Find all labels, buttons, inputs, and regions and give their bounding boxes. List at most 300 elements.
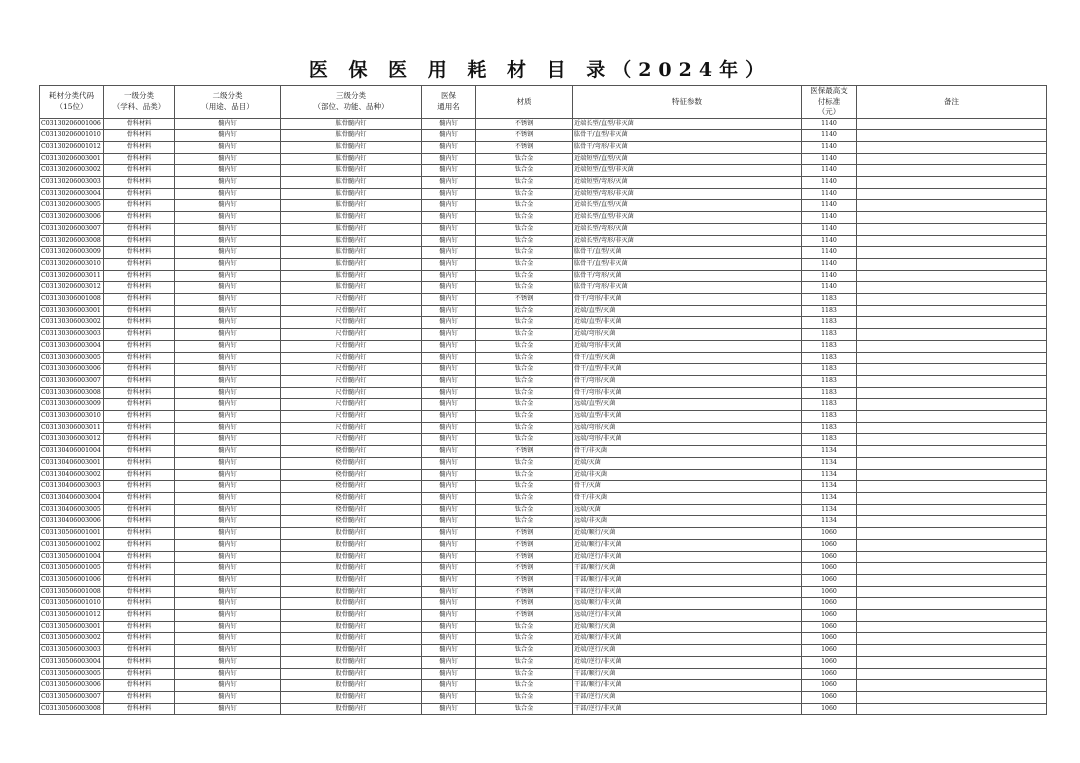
cell-level2: 髓内钉: [175, 247, 281, 259]
cell-level1: 骨科材料: [104, 621, 175, 633]
cell-level1: 骨科材料: [104, 422, 175, 434]
table-row: [40, 539, 1047, 551]
cell-code: C03130306003009: [40, 399, 104, 411]
cell-level1: 骨科材料: [104, 481, 175, 493]
table-row: [40, 153, 1047, 165]
cell-level3: 尺骨髓内钉: [281, 364, 422, 376]
cell-code: C03130206003002: [40, 165, 104, 177]
table-row: [40, 656, 1047, 668]
cell-features: 近端长型/直型/非灭菌: [573, 212, 802, 224]
cell-material: 不锈钢: [476, 446, 573, 458]
cell-level3: 尺骨髓内钉: [281, 375, 422, 387]
cell-level3: 肱骨髓内钉: [281, 258, 422, 270]
cell-code: C03130206003003: [40, 177, 104, 189]
cell-level1: 骨科材料: [104, 375, 175, 387]
cell-level2: 髓内钉: [175, 387, 281, 399]
cell-code: C03130406001004: [40, 446, 104, 458]
cell-max-price: 1060: [802, 645, 857, 657]
cell-max-price: 1140: [802, 177, 857, 189]
cell-level2: 髓内钉: [175, 504, 281, 516]
cell-level2: 髓内钉: [175, 141, 281, 153]
cell-remarks: [857, 130, 1047, 142]
cell-code: C03130306003012: [40, 434, 104, 446]
cell-level3: 股骨髓内钉: [281, 598, 422, 610]
cell-level2: 髓内钉: [175, 422, 281, 434]
cell-code: C03130506001004: [40, 551, 104, 563]
cell-material: 钛合金: [476, 691, 573, 703]
cell-remarks: [857, 691, 1047, 703]
cell-level3: 肱骨髓内钉: [281, 141, 422, 153]
cell-features: 近端/弯形/非灭菌: [573, 340, 802, 352]
cell-level1: 骨科材料: [104, 305, 175, 317]
cell-level2: 髓内钉: [175, 118, 281, 130]
cell-level2: 髓内钉: [175, 598, 281, 610]
table-row: [40, 118, 1047, 130]
cell-max-price: 1140: [802, 188, 857, 200]
cell-code: C03130206003011: [40, 270, 104, 282]
cell-features: 肱骨干/弯形/非灭菌: [573, 282, 802, 294]
cell-code: C03130506001005: [40, 563, 104, 575]
cell-common-name: 髓内钉: [422, 141, 476, 153]
table-row: [40, 130, 1047, 142]
cell-code: C03130306003010: [40, 411, 104, 423]
cell-max-price: 1183: [802, 305, 857, 317]
cell-code: C03130306003006: [40, 364, 104, 376]
cell-features: 近端/非灭菌: [573, 469, 802, 481]
cell-level3: 尺骨髓内钉: [281, 340, 422, 352]
cell-common-name: 髓内钉: [422, 493, 476, 505]
cell-level1: 骨科材料: [104, 446, 175, 458]
cell-level2: 髓内钉: [175, 610, 281, 622]
table-row: [40, 212, 1047, 224]
cell-remarks: [857, 118, 1047, 130]
cell-remarks: [857, 329, 1047, 341]
cell-remarks: [857, 656, 1047, 668]
cell-features: 近端短型/直型/非灭菌: [573, 165, 802, 177]
cell-material: 钛合金: [476, 165, 573, 177]
cell-max-price: 1060: [802, 539, 857, 551]
cell-code: C03130306003005: [40, 352, 104, 364]
cell-level2: 髓内钉: [175, 235, 281, 247]
cell-level1: 骨科材料: [104, 493, 175, 505]
cell-remarks: [857, 610, 1047, 622]
cell-features: 肱骨干/直型/灭菌: [573, 247, 802, 259]
cell-remarks: [857, 352, 1047, 364]
cell-features: 肱骨干/直型/非灭菌: [573, 130, 802, 142]
cell-code: C03130306003001: [40, 305, 104, 317]
cell-level3: 尺骨髓内钉: [281, 411, 422, 423]
cell-remarks: [857, 177, 1047, 189]
cell-material: 不锈钢: [476, 528, 573, 540]
cell-material: 钛合金: [476, 247, 573, 259]
cell-level3: 股骨髓内钉: [281, 656, 422, 668]
cell-level3: 桡骨髓内钉: [281, 446, 422, 458]
cell-common-name: 髓内钉: [422, 329, 476, 341]
cell-code: C03130506003007: [40, 691, 104, 703]
cell-level3: 肱骨髓内钉: [281, 130, 422, 142]
table-row: [40, 645, 1047, 657]
cell-level1: 骨科材料: [104, 504, 175, 516]
cell-code: C03130306001008: [40, 294, 104, 306]
header-level1: 一级分类 （学科、品类）: [104, 86, 175, 119]
cell-features: 远端/顺行/非灭菌: [573, 598, 802, 610]
cell-level1: 骨科材料: [104, 270, 175, 282]
cell-max-price: 1060: [802, 610, 857, 622]
table-row: [40, 516, 1047, 528]
cell-material: 钛合金: [476, 270, 573, 282]
cell-level1: 骨科材料: [104, 165, 175, 177]
cell-max-price: 1183: [802, 387, 857, 399]
cell-max-price: 1060: [802, 528, 857, 540]
cell-material: 钛合金: [476, 188, 573, 200]
cell-code: C03130206003010: [40, 258, 104, 270]
cell-level2: 髓内钉: [175, 691, 281, 703]
cell-remarks: [857, 563, 1047, 575]
cell-common-name: 髓内钉: [422, 188, 476, 200]
cell-max-price: 1134: [802, 493, 857, 505]
cell-code: C03130306003002: [40, 317, 104, 329]
cell-code: C03130506001008: [40, 586, 104, 598]
cell-material: 钛合金: [476, 668, 573, 680]
cell-material: 钛合金: [476, 469, 573, 481]
cell-common-name: 髓内钉: [422, 645, 476, 657]
cell-material: 钛合金: [476, 305, 573, 317]
cell-remarks: [857, 282, 1047, 294]
cell-remarks: [857, 621, 1047, 633]
cell-max-price: 1134: [802, 457, 857, 469]
cell-material: 钛合金: [476, 703, 573, 715]
table-row: [40, 235, 1047, 247]
cell-level2: 髓内钉: [175, 329, 281, 341]
cell-level3: 股骨髓内钉: [281, 610, 422, 622]
cell-features: 肱骨干/弯形/灭菌: [573, 270, 802, 282]
table-body: [40, 118, 1047, 715]
cell-level2: 髓内钉: [175, 633, 281, 645]
cell-features: 近端/逆行/灭菌: [573, 645, 802, 657]
cell-max-price: 1140: [802, 247, 857, 259]
cell-level1: 骨科材料: [104, 610, 175, 622]
cell-level3: 桡骨髓内钉: [281, 493, 422, 505]
cell-level1: 骨科材料: [104, 598, 175, 610]
cell-common-name: 髓内钉: [422, 153, 476, 165]
cell-features: 远端/直型/非灭菌: [573, 411, 802, 423]
table-row: [40, 399, 1047, 411]
cell-code: C03130506003004: [40, 656, 104, 668]
header-code: 耗材分类代码 （15位）: [40, 86, 104, 119]
cell-common-name: 髓内钉: [422, 504, 476, 516]
cell-material: 钛合金: [476, 399, 573, 411]
cell-common-name: 髓内钉: [422, 434, 476, 446]
cell-level1: 骨科材料: [104, 258, 175, 270]
cell-features: 远端/非灭菌: [573, 516, 802, 528]
cell-remarks: [857, 411, 1047, 423]
table-row: [40, 528, 1047, 540]
cell-remarks: [857, 258, 1047, 270]
cell-level1: 骨科材料: [104, 680, 175, 692]
cell-material: 钛合金: [476, 434, 573, 446]
cell-remarks: [857, 165, 1047, 177]
cell-level1: 骨科材料: [104, 130, 175, 142]
cell-material: 不锈钢: [476, 294, 573, 306]
cell-code: C03130506001002: [40, 539, 104, 551]
cell-level1: 骨科材料: [104, 294, 175, 306]
cell-level2: 髓内钉: [175, 411, 281, 423]
cell-level2: 髓内钉: [175, 212, 281, 224]
cell-features: 近端/顺行/灭菌: [573, 621, 802, 633]
cell-code: C03130506001006: [40, 574, 104, 586]
cell-material: 钛合金: [476, 457, 573, 469]
header-remarks: 备注: [857, 86, 1047, 119]
cell-level1: 骨科材料: [104, 118, 175, 130]
cell-code: C03130506003002: [40, 633, 104, 645]
cell-level1: 骨科材料: [104, 352, 175, 364]
cell-code: C03130506001012: [40, 610, 104, 622]
cell-level3: 股骨髓内钉: [281, 551, 422, 563]
cell-material: 不锈钢: [476, 574, 573, 586]
cell-level2: 髓内钉: [175, 551, 281, 563]
cell-remarks: [857, 551, 1047, 563]
table-row: [40, 598, 1047, 610]
cell-level2: 髓内钉: [175, 574, 281, 586]
cell-level2: 髓内钉: [175, 457, 281, 469]
cell-remarks: [857, 422, 1047, 434]
cell-common-name: 髓内钉: [422, 118, 476, 130]
cell-common-name: 髓内钉: [422, 633, 476, 645]
cell-remarks: [857, 270, 1047, 282]
cell-level3: 肱骨髓内钉: [281, 188, 422, 200]
table-row: [40, 457, 1047, 469]
cell-common-name: 髓内钉: [422, 130, 476, 142]
cell-material: 钛合金: [476, 177, 573, 189]
cell-level1: 骨科材料: [104, 212, 175, 224]
cell-remarks: [857, 516, 1047, 528]
cell-common-name: 髓内钉: [422, 247, 476, 259]
cell-max-price: 1134: [802, 446, 857, 458]
cell-code: C03130206003009: [40, 247, 104, 259]
cell-material: 钛合金: [476, 235, 573, 247]
cell-material: 钛合金: [476, 422, 573, 434]
cell-remarks: [857, 364, 1047, 376]
cell-level1: 骨科材料: [104, 586, 175, 598]
cell-max-price: 1140: [802, 200, 857, 212]
table-row: [40, 270, 1047, 282]
cell-max-price: 1183: [802, 294, 857, 306]
cell-code: C03130306003007: [40, 375, 104, 387]
cell-level3: 肱骨髓内钉: [281, 153, 422, 165]
cell-level1: 骨科材料: [104, 282, 175, 294]
cell-level2: 髓内钉: [175, 528, 281, 540]
cell-level1: 骨科材料: [104, 469, 175, 481]
cell-level1: 骨科材料: [104, 329, 175, 341]
cell-level3: 尺骨髓内钉: [281, 434, 422, 446]
cell-level2: 髓内钉: [175, 258, 281, 270]
cell-code: C03130206003001: [40, 153, 104, 165]
cell-remarks: [857, 247, 1047, 259]
table-row: [40, 563, 1047, 575]
cell-level3: 尺骨髓内钉: [281, 317, 422, 329]
cell-level1: 骨科材料: [104, 434, 175, 446]
cell-level3: 股骨髓内钉: [281, 539, 422, 551]
cell-remarks: [857, 539, 1047, 551]
table-row: [40, 703, 1047, 715]
cell-max-price: 1140: [802, 235, 857, 247]
cell-max-price: 1140: [802, 258, 857, 270]
cell-features: 骨干/非灭菌: [573, 493, 802, 505]
cell-features: 近端长型/直型/灭菌: [573, 200, 802, 212]
cell-level2: 髓内钉: [175, 481, 281, 493]
table-header-row: [40, 86, 1047, 119]
cell-common-name: 髓内钉: [422, 352, 476, 364]
cell-level1: 骨科材料: [104, 188, 175, 200]
cell-code: C03130306003004: [40, 340, 104, 352]
cell-material: 钛合金: [476, 200, 573, 212]
cell-features: 骨干/弯形/非灭菌: [573, 294, 802, 306]
cell-max-price: 1060: [802, 551, 857, 563]
cell-code: C03130206003008: [40, 235, 104, 247]
cell-remarks: [857, 212, 1047, 224]
cell-max-price: 1140: [802, 223, 857, 235]
cell-material: 钛合金: [476, 223, 573, 235]
cell-max-price: 1183: [802, 317, 857, 329]
cell-max-price: 1183: [802, 411, 857, 423]
cell-max-price: 1140: [802, 165, 857, 177]
cell-level3: 肱骨髓内钉: [281, 235, 422, 247]
cell-common-name: 髓内钉: [422, 212, 476, 224]
table-row: [40, 305, 1047, 317]
cell-level1: 骨科材料: [104, 656, 175, 668]
cell-level1: 骨科材料: [104, 200, 175, 212]
cell-max-price: 1060: [802, 621, 857, 633]
table-row: [40, 247, 1047, 259]
cell-features: 干部/顺行/灭菌: [573, 668, 802, 680]
cell-features: 近端/直型/非灭菌: [573, 317, 802, 329]
cell-max-price: 1060: [802, 633, 857, 645]
cell-code: C03130306003008: [40, 387, 104, 399]
cell-common-name: 髓内钉: [422, 528, 476, 540]
cell-level3: 尺骨髓内钉: [281, 352, 422, 364]
cell-level2: 髓内钉: [175, 200, 281, 212]
cell-remarks: [857, 457, 1047, 469]
cell-features: 远端/弯形/灭菌: [573, 422, 802, 434]
header-level3: 三级分类 （部位、功能、品种）: [281, 86, 422, 119]
cell-remarks: [857, 446, 1047, 458]
cell-remarks: [857, 317, 1047, 329]
cell-common-name: 髓内钉: [422, 387, 476, 399]
table-row: [40, 610, 1047, 622]
cell-remarks: [857, 200, 1047, 212]
cell-remarks: [857, 469, 1047, 481]
cell-max-price: 1060: [802, 656, 857, 668]
cell-level1: 骨科材料: [104, 633, 175, 645]
cell-remarks: [857, 141, 1047, 153]
table-row: [40, 691, 1047, 703]
table-row: [40, 352, 1047, 364]
table-row: [40, 165, 1047, 177]
cell-level2: 髓内钉: [175, 130, 281, 142]
cell-level2: 髓内钉: [175, 621, 281, 633]
cell-common-name: 髓内钉: [422, 399, 476, 411]
cell-remarks: [857, 153, 1047, 165]
cell-material: 钛合金: [476, 504, 573, 516]
cell-common-name: 髓内钉: [422, 340, 476, 352]
cell-level3: 股骨髓内钉: [281, 563, 422, 575]
cell-max-price: 1060: [802, 574, 857, 586]
cell-level2: 髓内钉: [175, 294, 281, 306]
cell-remarks: [857, 703, 1047, 715]
cell-max-price: 1134: [802, 504, 857, 516]
cell-code: C03130406003003: [40, 481, 104, 493]
table-row: [40, 375, 1047, 387]
cell-remarks: [857, 528, 1047, 540]
cell-level1: 骨科材料: [104, 691, 175, 703]
cell-code: C03130206001010: [40, 130, 104, 142]
table-row: [40, 141, 1047, 153]
cell-common-name: 髓内钉: [422, 563, 476, 575]
cell-features: 骨干/灭菌: [573, 481, 802, 493]
cell-level3: 肱骨髓内钉: [281, 212, 422, 224]
cell-material: 不锈钢: [476, 118, 573, 130]
cell-level1: 骨科材料: [104, 141, 175, 153]
cell-code: C03130206001006: [40, 118, 104, 130]
table-row: [40, 200, 1047, 212]
cell-level1: 骨科材料: [104, 457, 175, 469]
cell-code: C03130406003001: [40, 457, 104, 469]
cell-level1: 骨科材料: [104, 528, 175, 540]
cell-material: 钛合金: [476, 633, 573, 645]
cell-common-name: 髓内钉: [422, 481, 476, 493]
cell-max-price: 1140: [802, 153, 857, 165]
cell-common-name: 髓内钉: [422, 258, 476, 270]
cell-remarks: [857, 586, 1047, 598]
cell-max-price: 1060: [802, 703, 857, 715]
cell-level2: 髓内钉: [175, 703, 281, 715]
cell-level1: 骨科材料: [104, 645, 175, 657]
cell-level2: 髓内钉: [175, 305, 281, 317]
cell-common-name: 髓内钉: [422, 598, 476, 610]
cell-features: 干部/顺行/非灭菌: [573, 574, 802, 586]
table-row: [40, 504, 1047, 516]
cell-code: C03130506003003: [40, 645, 104, 657]
cell-features: 干部/逆行/灭菌: [573, 691, 802, 703]
cell-code: C03130506001010: [40, 598, 104, 610]
cell-code: C03130506003005: [40, 668, 104, 680]
cell-remarks: [857, 633, 1047, 645]
cell-features: 远端/直型/灭菌: [573, 399, 802, 411]
cell-level3: 尺骨髓内钉: [281, 294, 422, 306]
cell-level3: 肱骨髓内钉: [281, 270, 422, 282]
cell-level3: 股骨髓内钉: [281, 621, 422, 633]
cell-max-price: 1060: [802, 598, 857, 610]
cell-level3: 桡骨髓内钉: [281, 516, 422, 528]
cell-common-name: 髓内钉: [422, 703, 476, 715]
cell-level2: 髓内钉: [175, 399, 281, 411]
cell-common-name: 髓内钉: [422, 294, 476, 306]
cell-common-name: 髓内钉: [422, 586, 476, 598]
cell-common-name: 髓内钉: [422, 610, 476, 622]
cell-material: 钛合金: [476, 481, 573, 493]
cell-features: 远端/弯形/非灭菌: [573, 434, 802, 446]
cell-remarks: [857, 504, 1047, 516]
cell-code: C03130406003002: [40, 469, 104, 481]
cell-code: C03130406003004: [40, 493, 104, 505]
header-common-name: 医保 通用名: [422, 86, 476, 119]
cell-features: 近端短型/弯形/非灭菌: [573, 188, 802, 200]
cell-remarks: [857, 387, 1047, 399]
cell-material: 钛合金: [476, 387, 573, 399]
cell-level1: 骨科材料: [104, 317, 175, 329]
cell-features: 近端/直型/灭菌: [573, 305, 802, 317]
cell-code: C03130406003006: [40, 516, 104, 528]
